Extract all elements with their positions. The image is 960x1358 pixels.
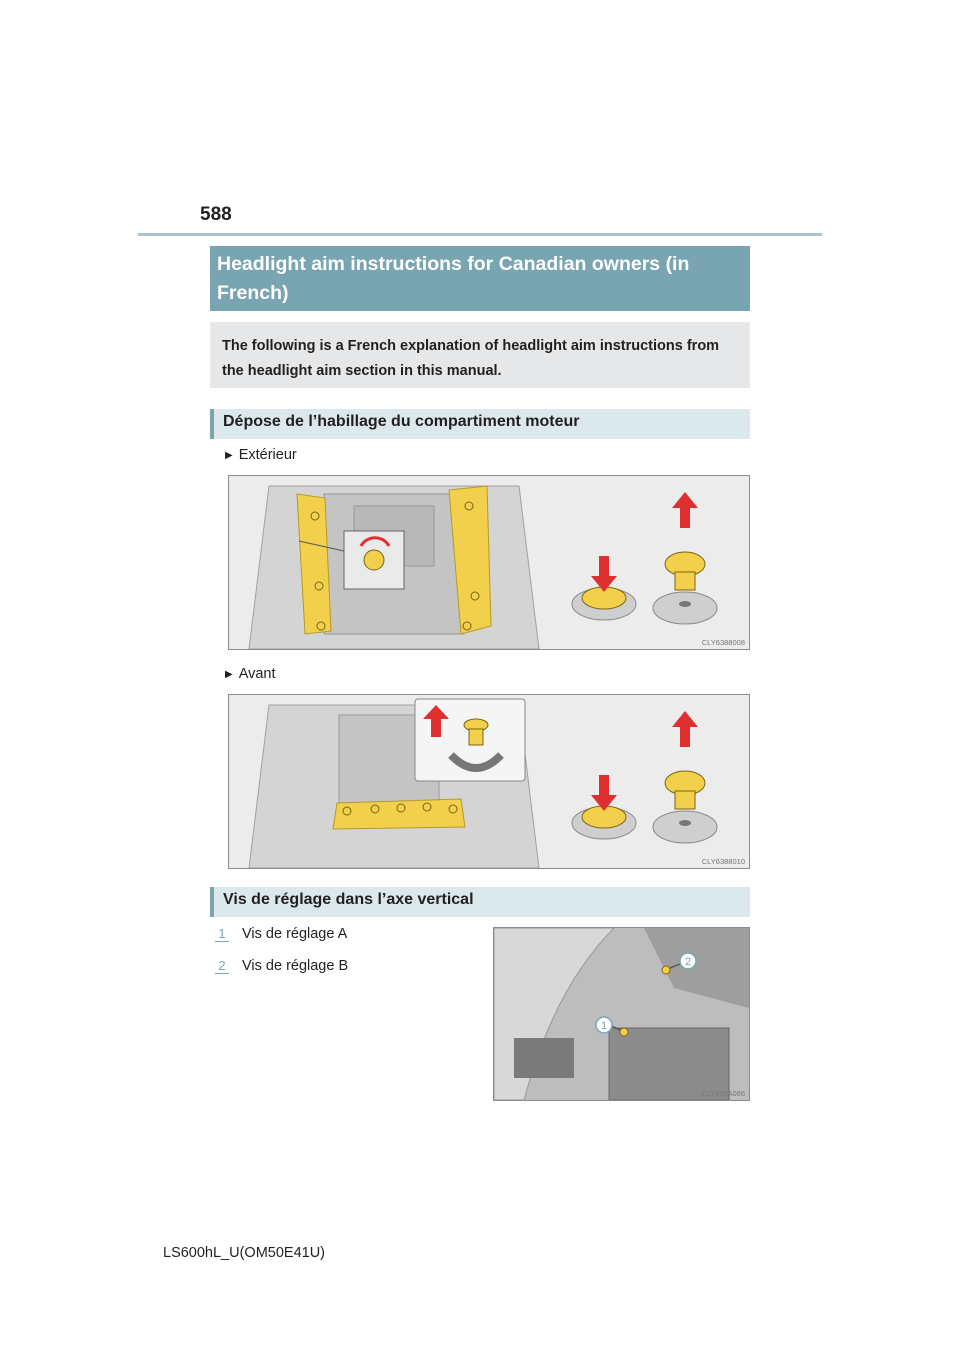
step-item-2 (215, 958, 348, 974)
sub-item-label: Extérieur (238, 447, 297, 463)
header-rule (138, 233, 822, 236)
sub-item-avant (225, 666, 276, 682)
figure-code: CLY638A086 (700, 1089, 745, 1098)
headlight-screws-illustration (494, 928, 749, 1100)
step-number: 2 (215, 958, 229, 974)
figure-code: CLY6388010 (701, 857, 745, 866)
triangle-bullet-icon: ▶ (225, 450, 233, 461)
engine-front-illustration (229, 695, 749, 868)
figure-engine-exterior (228, 475, 750, 650)
sub-item-label: Avant (238, 666, 276, 682)
callout-1: 1 (600, 1020, 608, 1032)
page-title: Headlight aim instructions for Canadian owners (in French) (210, 246, 750, 311)
callout-2: 2 (684, 956, 692, 968)
section-heading-engine-cover: Dépose de l’habillage du compartiment moteur (210, 409, 750, 439)
step-label: Vis de réglage A (242, 926, 348, 942)
figure-code: CLY6388008 (701, 638, 745, 647)
triangle-bullet-icon: ▶ (225, 669, 233, 680)
page-number: 588 (200, 204, 232, 225)
engine-exterior-illustration (229, 476, 749, 649)
sub-item-exterieur (225, 447, 297, 463)
step-number: 1 (215, 926, 229, 942)
figure-engine-front (228, 694, 750, 869)
intro-box: The following is a French explanation of headlight aim instructions from the headlight aim section in this manual. (210, 322, 750, 388)
footer-model-code: LS600hL_U(OM50E41U) (163, 1245, 326, 1261)
step-item-1 (215, 926, 347, 942)
figure-adjusting-screws (493, 927, 750, 1101)
section-heading-vertical-adjust: Vis de réglage dans l’axe vertical (210, 887, 750, 917)
step-label: Vis de réglage B (242, 958, 349, 974)
